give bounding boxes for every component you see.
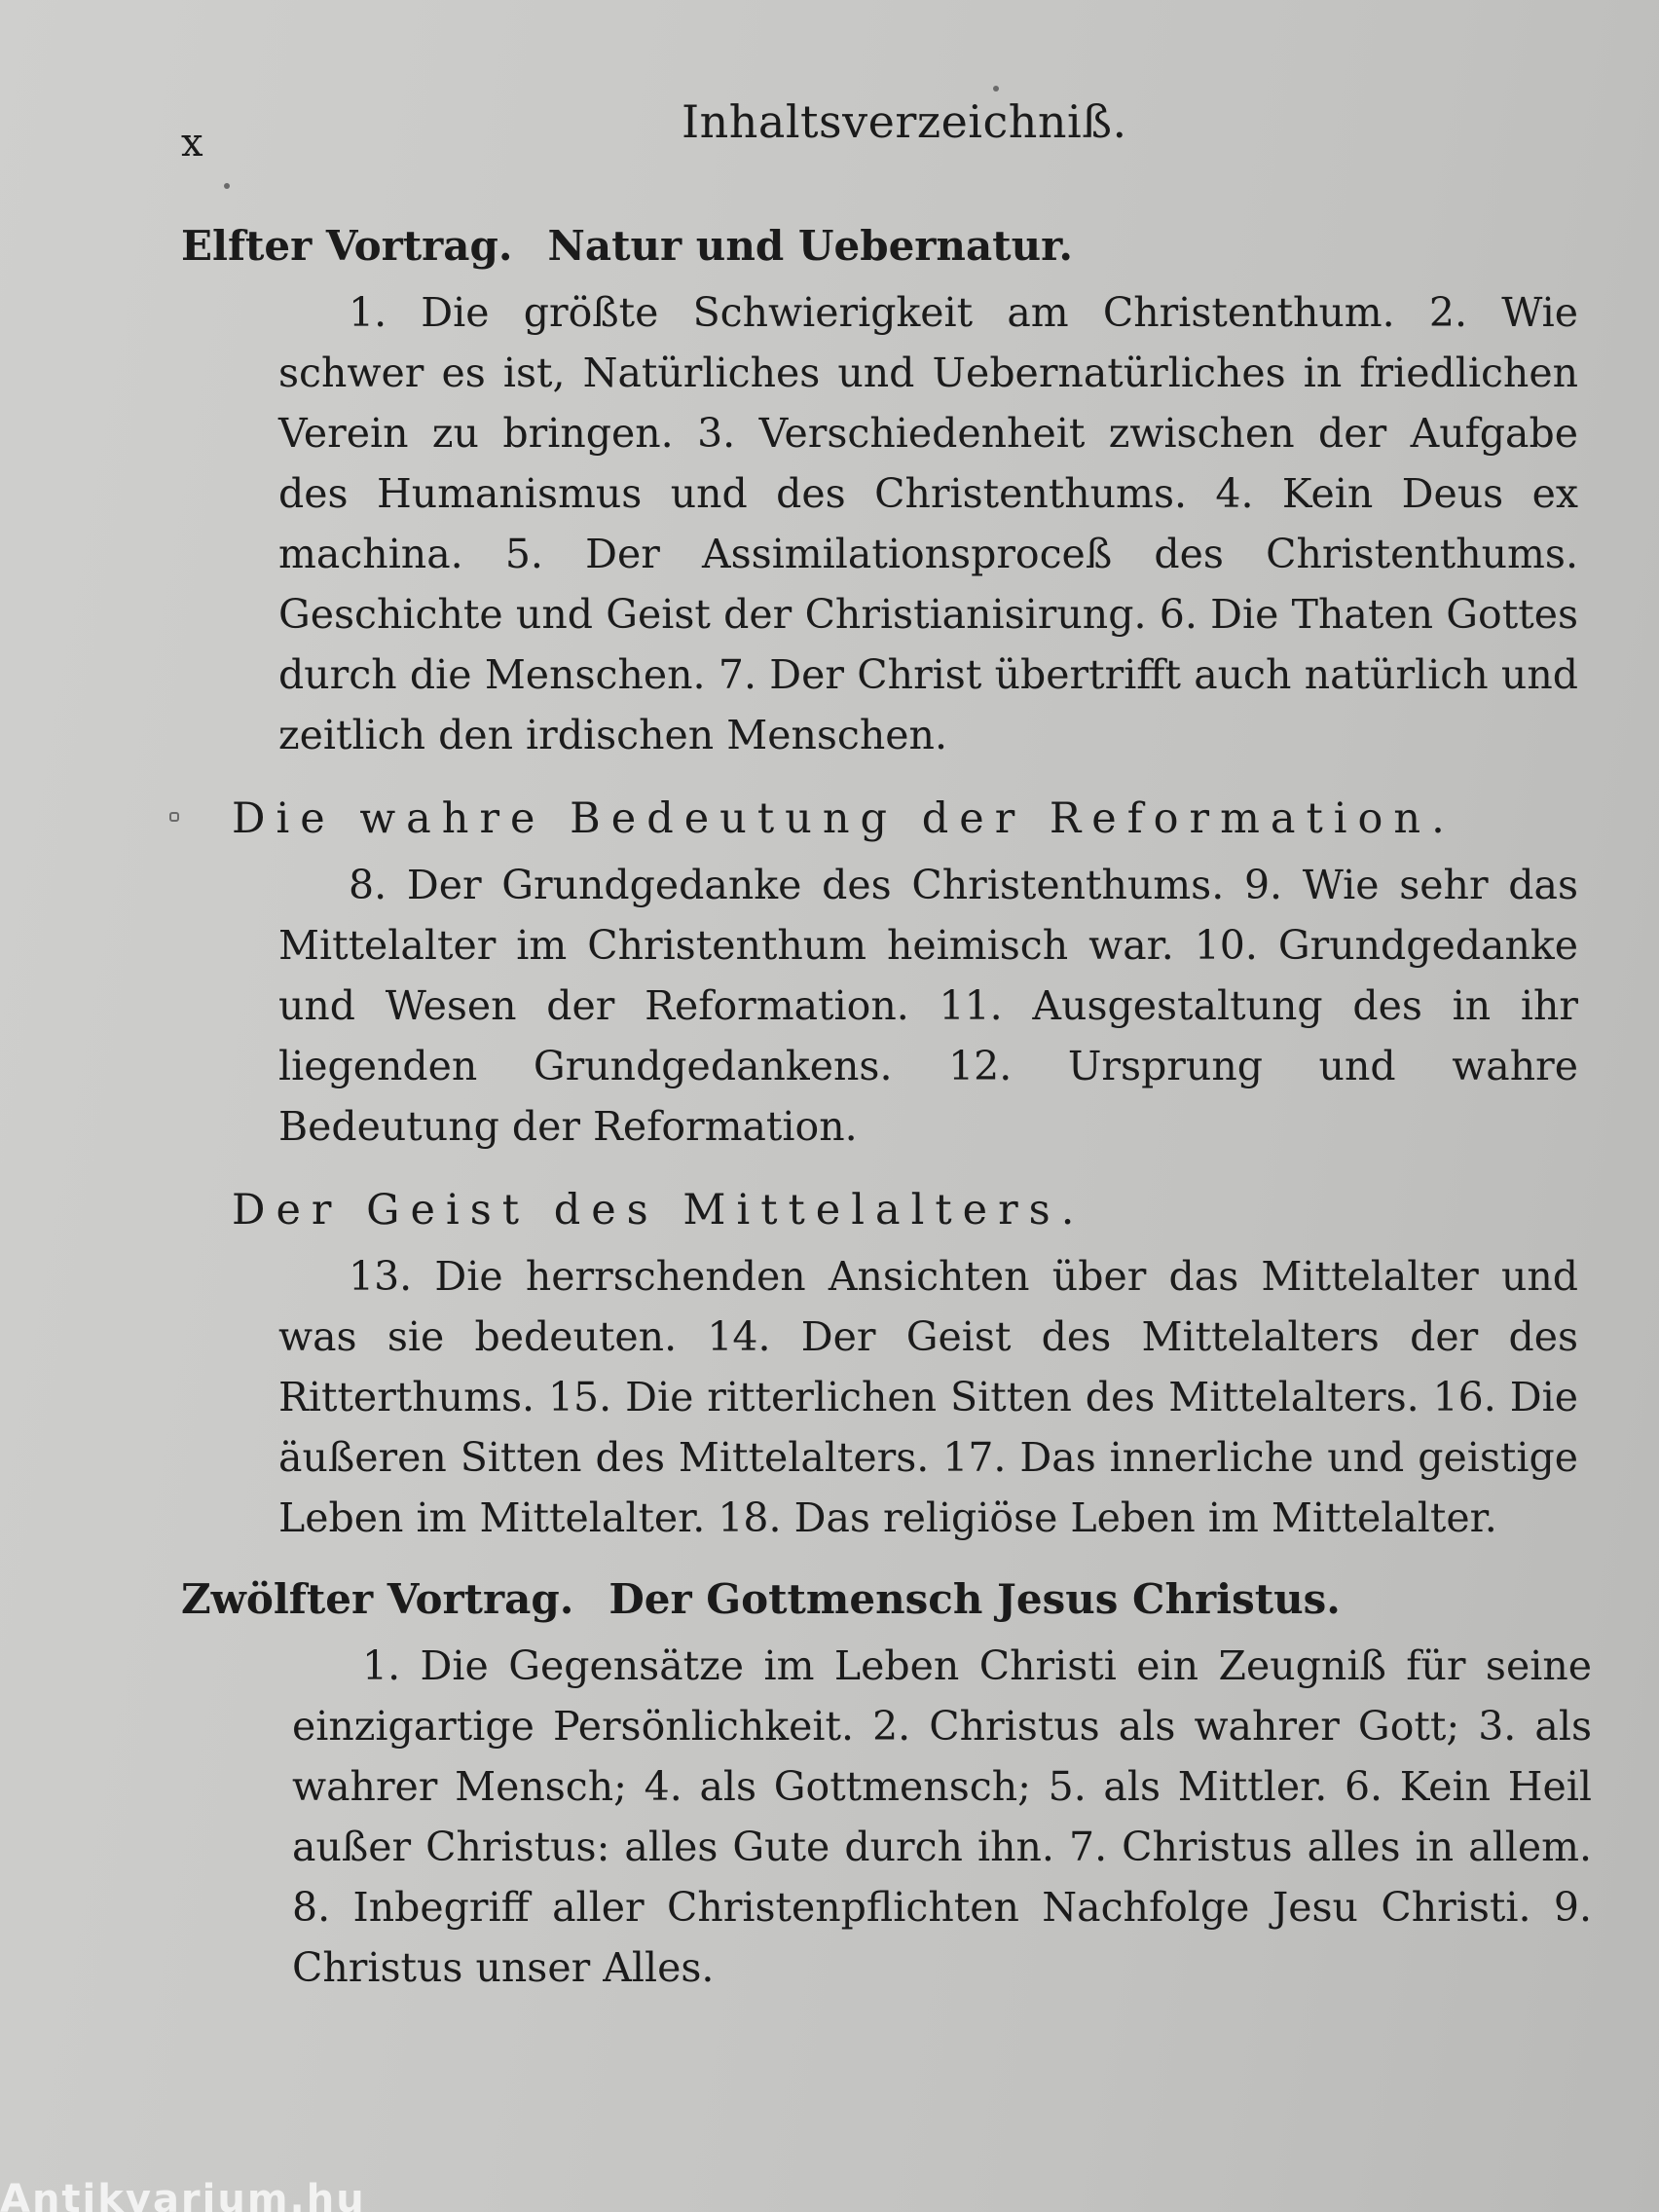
- lecture-summary: 1. Die Gegensätze im Leben Christi ein Zeugniß für seine einzigartige Persönlichkeit. 2. Christus als wahrer Gott; 3. als wahrer Mensch; 4. als Gottmensch; 5. als Mittler. 6. Kein Heil außer Christus: alles Gute durch ihn. 7. Christus alles in allem. 8. Inbegriff aller Christenpflichten Nachfolge Jesu Christi. 9. Christus unser Alles.: [292, 1642, 1592, 1991]
- running-title: Inhaltsverzeichniß.: [682, 95, 1127, 148]
- print-speck: [993, 86, 999, 92]
- watermark: Antikvarium.hu: [0, 2177, 366, 2212]
- lecture-heading-12: [181, 1569, 1603, 1630]
- lecture-summary: 1. Die größte Schwierigkeit am Christenthum. 2. Wie schwer es ist, Natürliches und Uebernatürliches in friedlichen Verein zu bringen. 3. Verschiedenheit zwischen der Aufgabe des Humanismus und des Christenthums. 4. Kein Deus ex machina. 5. Der Assimilationsproceß des Christenthums. Geschichte und Geist der Christianisirung. 6. Die Thaten Gottes durch die Menschen. 7. Der Christ übertrifft auch natürlich und zeitlich den irdischen Menschen.: [278, 289, 1578, 758]
- section-subheading: Die wahre Bedeutung der Reformation.: [232, 794, 1456, 843]
- table-of-contents: [181, 216, 1603, 2019]
- lecture-number: Zwölfter Vortrag.: [181, 1575, 574, 1623]
- print-speck: [224, 183, 230, 189]
- lecture-number: Elfter Vortrag.: [181, 222, 513, 270]
- page-number: x: [181, 121, 204, 166]
- section-summary: 13. Die herrschenden Ansichten über das Mittelalter und was sie bedeuten. 14. Der Geist des Mittelalters der des Ritterthums. 15. Die ritterlichen Sitten des Mittelalters. 16. Die äußeren Sitten des Mittelalters. 17. Das innerliche und geistige Leben im Mittelalter. 18. Das religiöse Leben im Mittelalter.: [278, 1253, 1578, 1541]
- section-summary: 8. Der Grundgedanke des Christenthums. 9. Wie sehr das Mittelalter im Christenthum heimisch war. 10. Grundgedanke und Wesen der Reformation. 11. Ausgestaltung des in ihr liegenden Grundgedankens. 12. Ursprung und wahre Bedeutung der Reformation.: [278, 862, 1578, 1150]
- print-speck: [169, 812, 179, 822]
- section-subheading: Der Geist des Mittelalters.: [232, 1186, 1086, 1235]
- lecture-title: Natur und Uebernatur.: [547, 222, 1074, 270]
- lecture-heading-11: [181, 216, 1603, 276]
- lecture-title: Der Gottmensch Jesus Christus.: [608, 1575, 1341, 1623]
